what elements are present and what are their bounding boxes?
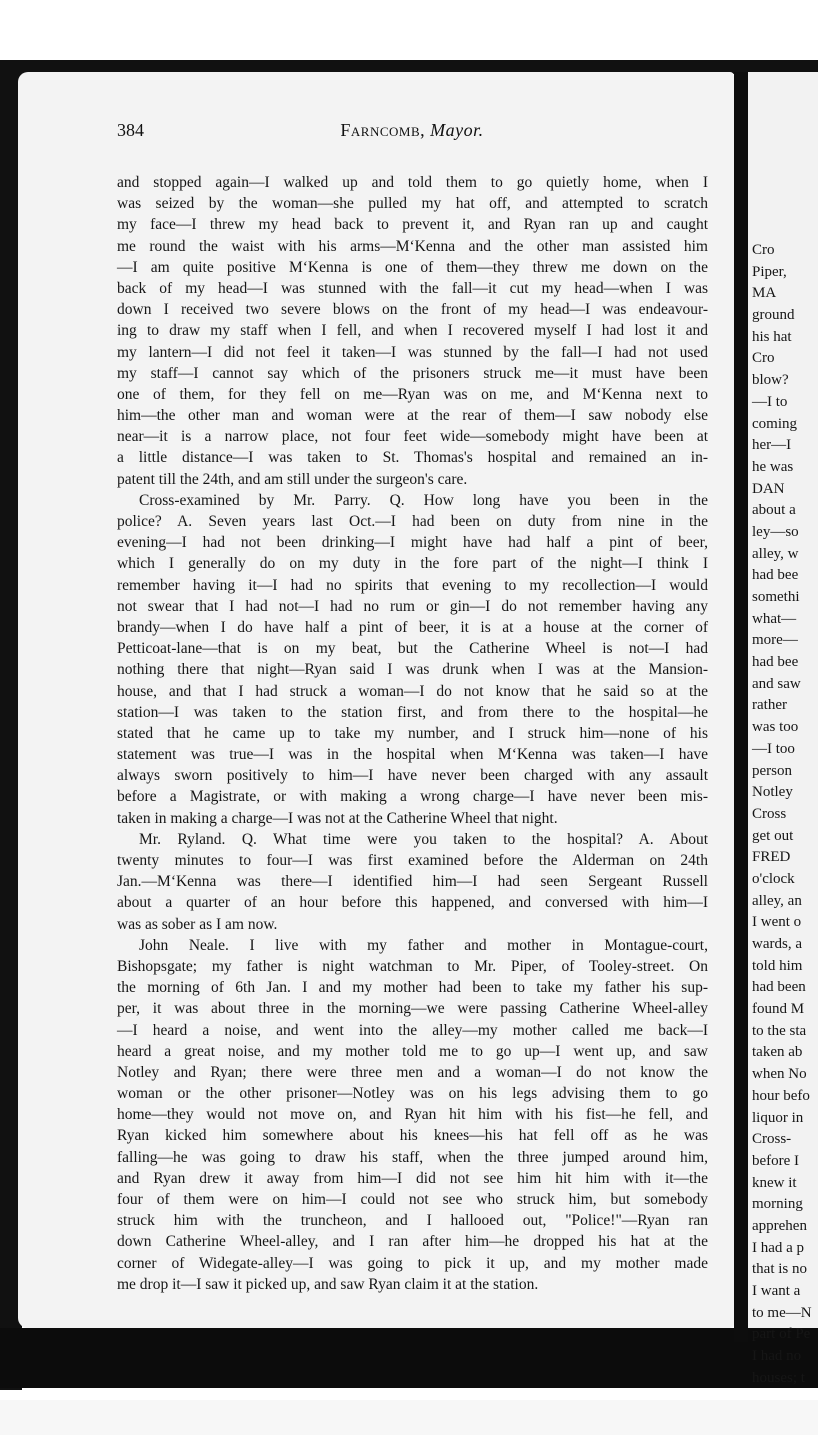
right-page-line: Cross- xyxy=(752,1131,792,1148)
text-line: always sworn positively to him—I have never been charged with any assault xyxy=(117,767,708,785)
right-page-line: o'clock xyxy=(752,870,795,887)
right-page-line: he was xyxy=(752,458,794,475)
text-line: remember having it—I had no spirits that evening to my recollection—I would xyxy=(117,576,708,594)
text-line: —I heard a noise, and went into the alley—my mother called me back—I xyxy=(117,1021,708,1039)
right-page-line: Piper, xyxy=(752,263,787,280)
right-page-line: to me—N xyxy=(752,1304,812,1321)
right-page-fragment xyxy=(748,72,818,1386)
text-line: me drop it—I saw it picked up, and saw Ryan claim it at the station. xyxy=(117,1275,539,1293)
text-line: me round the waist with his arms—M‘Kenna and the other man assisted him xyxy=(117,237,708,255)
right-page-line: DAN xyxy=(752,480,785,497)
right-page-line: her—I xyxy=(752,437,792,454)
right-page-line: Cro xyxy=(752,242,775,258)
right-page-line: morning xyxy=(752,1196,803,1213)
text-line: was seized by the woman—she pulled my hat off, and attempted to scratch xyxy=(117,195,708,213)
book-gutter xyxy=(734,72,748,1342)
text-line: woman or the other prisoner—Notley was on his legs advising them to go xyxy=(117,1085,708,1103)
right-page-line: to the sta xyxy=(752,1022,807,1039)
text-line: down Catherine Wheel-alley, and I ran after him—he dropped his hat at the xyxy=(117,1233,708,1251)
running-head-name: Farncomb, xyxy=(340,120,426,140)
text-line: a little distance—I was taken to St. Thomas's hospital and remained an in- xyxy=(117,449,708,467)
text-line: Mr. Ryland. Q. What time were you taken to the hospital? A. About xyxy=(139,830,708,848)
text-line: struck him with the truncheon, and I hallooed out, "Police!"—Ryan ran xyxy=(117,1212,708,1230)
right-page-line: MA xyxy=(752,285,777,302)
text-line: ing to draw my staff when I fell, and when I recovered myself I had lost it and xyxy=(117,322,708,340)
text-line: and stopped again—I walked up and told them to go quietly home, when I xyxy=(117,174,708,191)
right-page-line: rather xyxy=(752,697,787,714)
page-header xyxy=(117,120,707,148)
right-page-line: coming xyxy=(752,415,797,432)
text-line: nothing there that night—Ryan said I was drunk when I was at the Mansion- xyxy=(117,661,708,679)
right-page-line: I want a xyxy=(752,1283,801,1299)
text-line: four of them were on him—I could not see who struck him, but somebody xyxy=(117,1191,708,1208)
right-page-line: blow? xyxy=(752,372,789,389)
right-page-line: Cro xyxy=(752,350,775,367)
right-page-line: when No xyxy=(752,1066,807,1083)
text-line: was as sober as I am now. xyxy=(117,915,278,933)
right-page-line: —I to xyxy=(752,393,788,410)
text-line: back of my head—I was stunned with the fall—it cut my head—when I was xyxy=(117,279,708,297)
text-line: statement was true—I was in the hospital when M‘Kenna was taken—I have xyxy=(117,746,708,764)
text-line: Cross-examined by Mr. Parry. Q. How long have you been in the xyxy=(139,491,708,509)
text-line: and Ryan drew it away from him—I did not see him hit him with it—the xyxy=(117,1169,708,1187)
text-line: Bishopsgate; my father is night watchman to Mr. Piper, of Tooley-street. On xyxy=(117,957,708,975)
right-page-text xyxy=(748,240,818,1389)
text-line: taken in making a charge—I was not at the Catherine Wheel that night. xyxy=(117,809,558,827)
right-page-line: FRED xyxy=(752,849,791,866)
book-edge-bottom xyxy=(0,1328,818,1388)
text-line: him—the other man and woman were at the rear of them—I saw nobody else xyxy=(117,407,708,425)
right-page-line: and saw xyxy=(752,675,801,692)
text-line: stated that he came up to take my number, and I struck him—none of his xyxy=(117,724,708,742)
right-page-line: hour befo xyxy=(752,1087,810,1104)
running-head xyxy=(117,120,707,141)
right-page-line: told him xyxy=(752,957,803,974)
right-page-line: had been xyxy=(752,979,806,996)
right-page-line: I had no xyxy=(752,1348,802,1365)
body-text xyxy=(117,172,708,1295)
text-line: not swear that I had not—I had no rum or gin—I do not remember having any xyxy=(117,597,708,615)
text-line: police? A. Seven years last Oct.—I had been on duty from nine in the xyxy=(117,513,708,530)
text-line: before a Magistrate, or with making a wrong charge—I have never been mis- xyxy=(117,788,708,806)
text-line: my lantern—I did not feel it taken—I was stunned by the fall—I had not used xyxy=(117,343,708,361)
text-line: patent till the 24th, and am still under the surgeon's care. xyxy=(117,470,468,488)
text-line: Petticoat-lane—that is on my beat, but the Catherine Wheel is not—I had xyxy=(117,640,708,658)
right-page-line: I went o xyxy=(752,914,802,931)
text-line: which I generally do on my duty in the fore part of the night—I think I xyxy=(117,555,708,573)
right-page-line: what— xyxy=(752,610,797,627)
right-page-line: had bee xyxy=(752,567,799,584)
right-page-line: Notley xyxy=(752,784,793,801)
right-page-line: part of Pe xyxy=(752,1326,811,1343)
right-page-line: wards, a xyxy=(752,936,802,952)
text-line: near—it is a narrow place, not four feet wide—somebody might have been at xyxy=(117,428,708,446)
text-line: down I received two severe blows on the front of my head—I was endeavour- xyxy=(117,301,708,319)
right-page-line: before I xyxy=(752,1152,800,1169)
text-line: house, and that I had struck a woman—I do not know that he said so at the xyxy=(117,682,708,700)
text-line: corner of Widegate-alley—I was going to pick it up, and my mother made xyxy=(117,1254,708,1272)
text-line: —I am quite positive M‘Kenna is one of them—they threw me down on the xyxy=(117,258,708,276)
running-head-title: Mayor. xyxy=(430,120,484,140)
page-number: 384 xyxy=(117,120,144,140)
text-line: station—I was taken to the station first, and from there to the hospital—he xyxy=(117,703,708,721)
text-line: the morning of 6th Jan. I and my mother had been to take my father his sup- xyxy=(117,979,708,997)
scan-margin-bottom xyxy=(0,1400,818,1435)
right-page-line: alley, an xyxy=(752,892,802,909)
right-page-line: Cross xyxy=(752,805,787,822)
text-line: twenty minutes to four—I was first examined before the Alderman on 24th xyxy=(117,852,708,869)
right-page-line: somethi xyxy=(752,589,800,605)
text-line: evening—I had not been drinking—I might have had half a pint of beer, xyxy=(117,534,708,552)
right-page-line: more— xyxy=(752,632,798,649)
right-page-line: knew it xyxy=(752,1174,797,1191)
right-page-line: liquor in xyxy=(752,1109,804,1126)
right-page-line: had bee xyxy=(752,654,799,671)
text-line: home—they would not move on, and Ryan hit him with his fist—he fell, and xyxy=(117,1106,708,1124)
text-line: Notley and Ryan; there were three men and a woman—I do not know the xyxy=(117,1063,708,1081)
text-line: heard a great noise, and my mother told me to go up—I went up, and saw xyxy=(117,1042,708,1060)
right-page-line: ley—so xyxy=(752,523,799,540)
right-page-line: about a xyxy=(752,502,796,519)
text-line: Ryan kicked him somewhere about his knees—his hat fell off as he was xyxy=(117,1127,708,1145)
right-page-line: taken ab xyxy=(752,1044,803,1061)
text-line: about a quarter of an hour before this happened, and conversed with him—I xyxy=(117,894,708,912)
right-page-line: ground xyxy=(752,307,795,324)
text-line: Jan.—M‘Kenna was there—I identified him—I had seen Sergeant Russell xyxy=(117,873,708,891)
right-page-line: person xyxy=(752,762,792,779)
text-line: per, it was about three in the morning—we were passing Catherine Wheel-alley xyxy=(117,1000,708,1018)
right-page-line: alley, w xyxy=(752,545,799,562)
right-page-line: found M xyxy=(752,1001,805,1018)
right-page-line: was too xyxy=(752,719,799,736)
text-line: John Neale. I live with my father and mother in Montague-court, xyxy=(139,936,708,954)
right-page-line: I had a p xyxy=(752,1239,805,1256)
text-line: my face—I threw my head back to prevent it, and Ryan ran up and caught xyxy=(117,216,708,234)
text-line: one of them, for they fell on me—Ryan was on me, and M‘Kenna next to xyxy=(117,385,708,403)
right-page-line: get out xyxy=(752,827,794,844)
text-line: my staff—I cannot say which of the prisoners struck me—it must have been xyxy=(117,364,708,382)
text-line: falling—he was going to draw his staff, when the three jumped around him, xyxy=(117,1148,708,1166)
right-page-line: apprehen xyxy=(752,1217,807,1234)
text-line: brandy—when I do have half a pint of beer, it is at a house at the corner of xyxy=(117,618,708,636)
right-page-line: that is no xyxy=(752,1261,807,1278)
right-page-line: houses; t xyxy=(752,1369,805,1386)
right-page-line: his hat xyxy=(752,328,792,345)
right-page-line: —I too xyxy=(752,740,795,757)
